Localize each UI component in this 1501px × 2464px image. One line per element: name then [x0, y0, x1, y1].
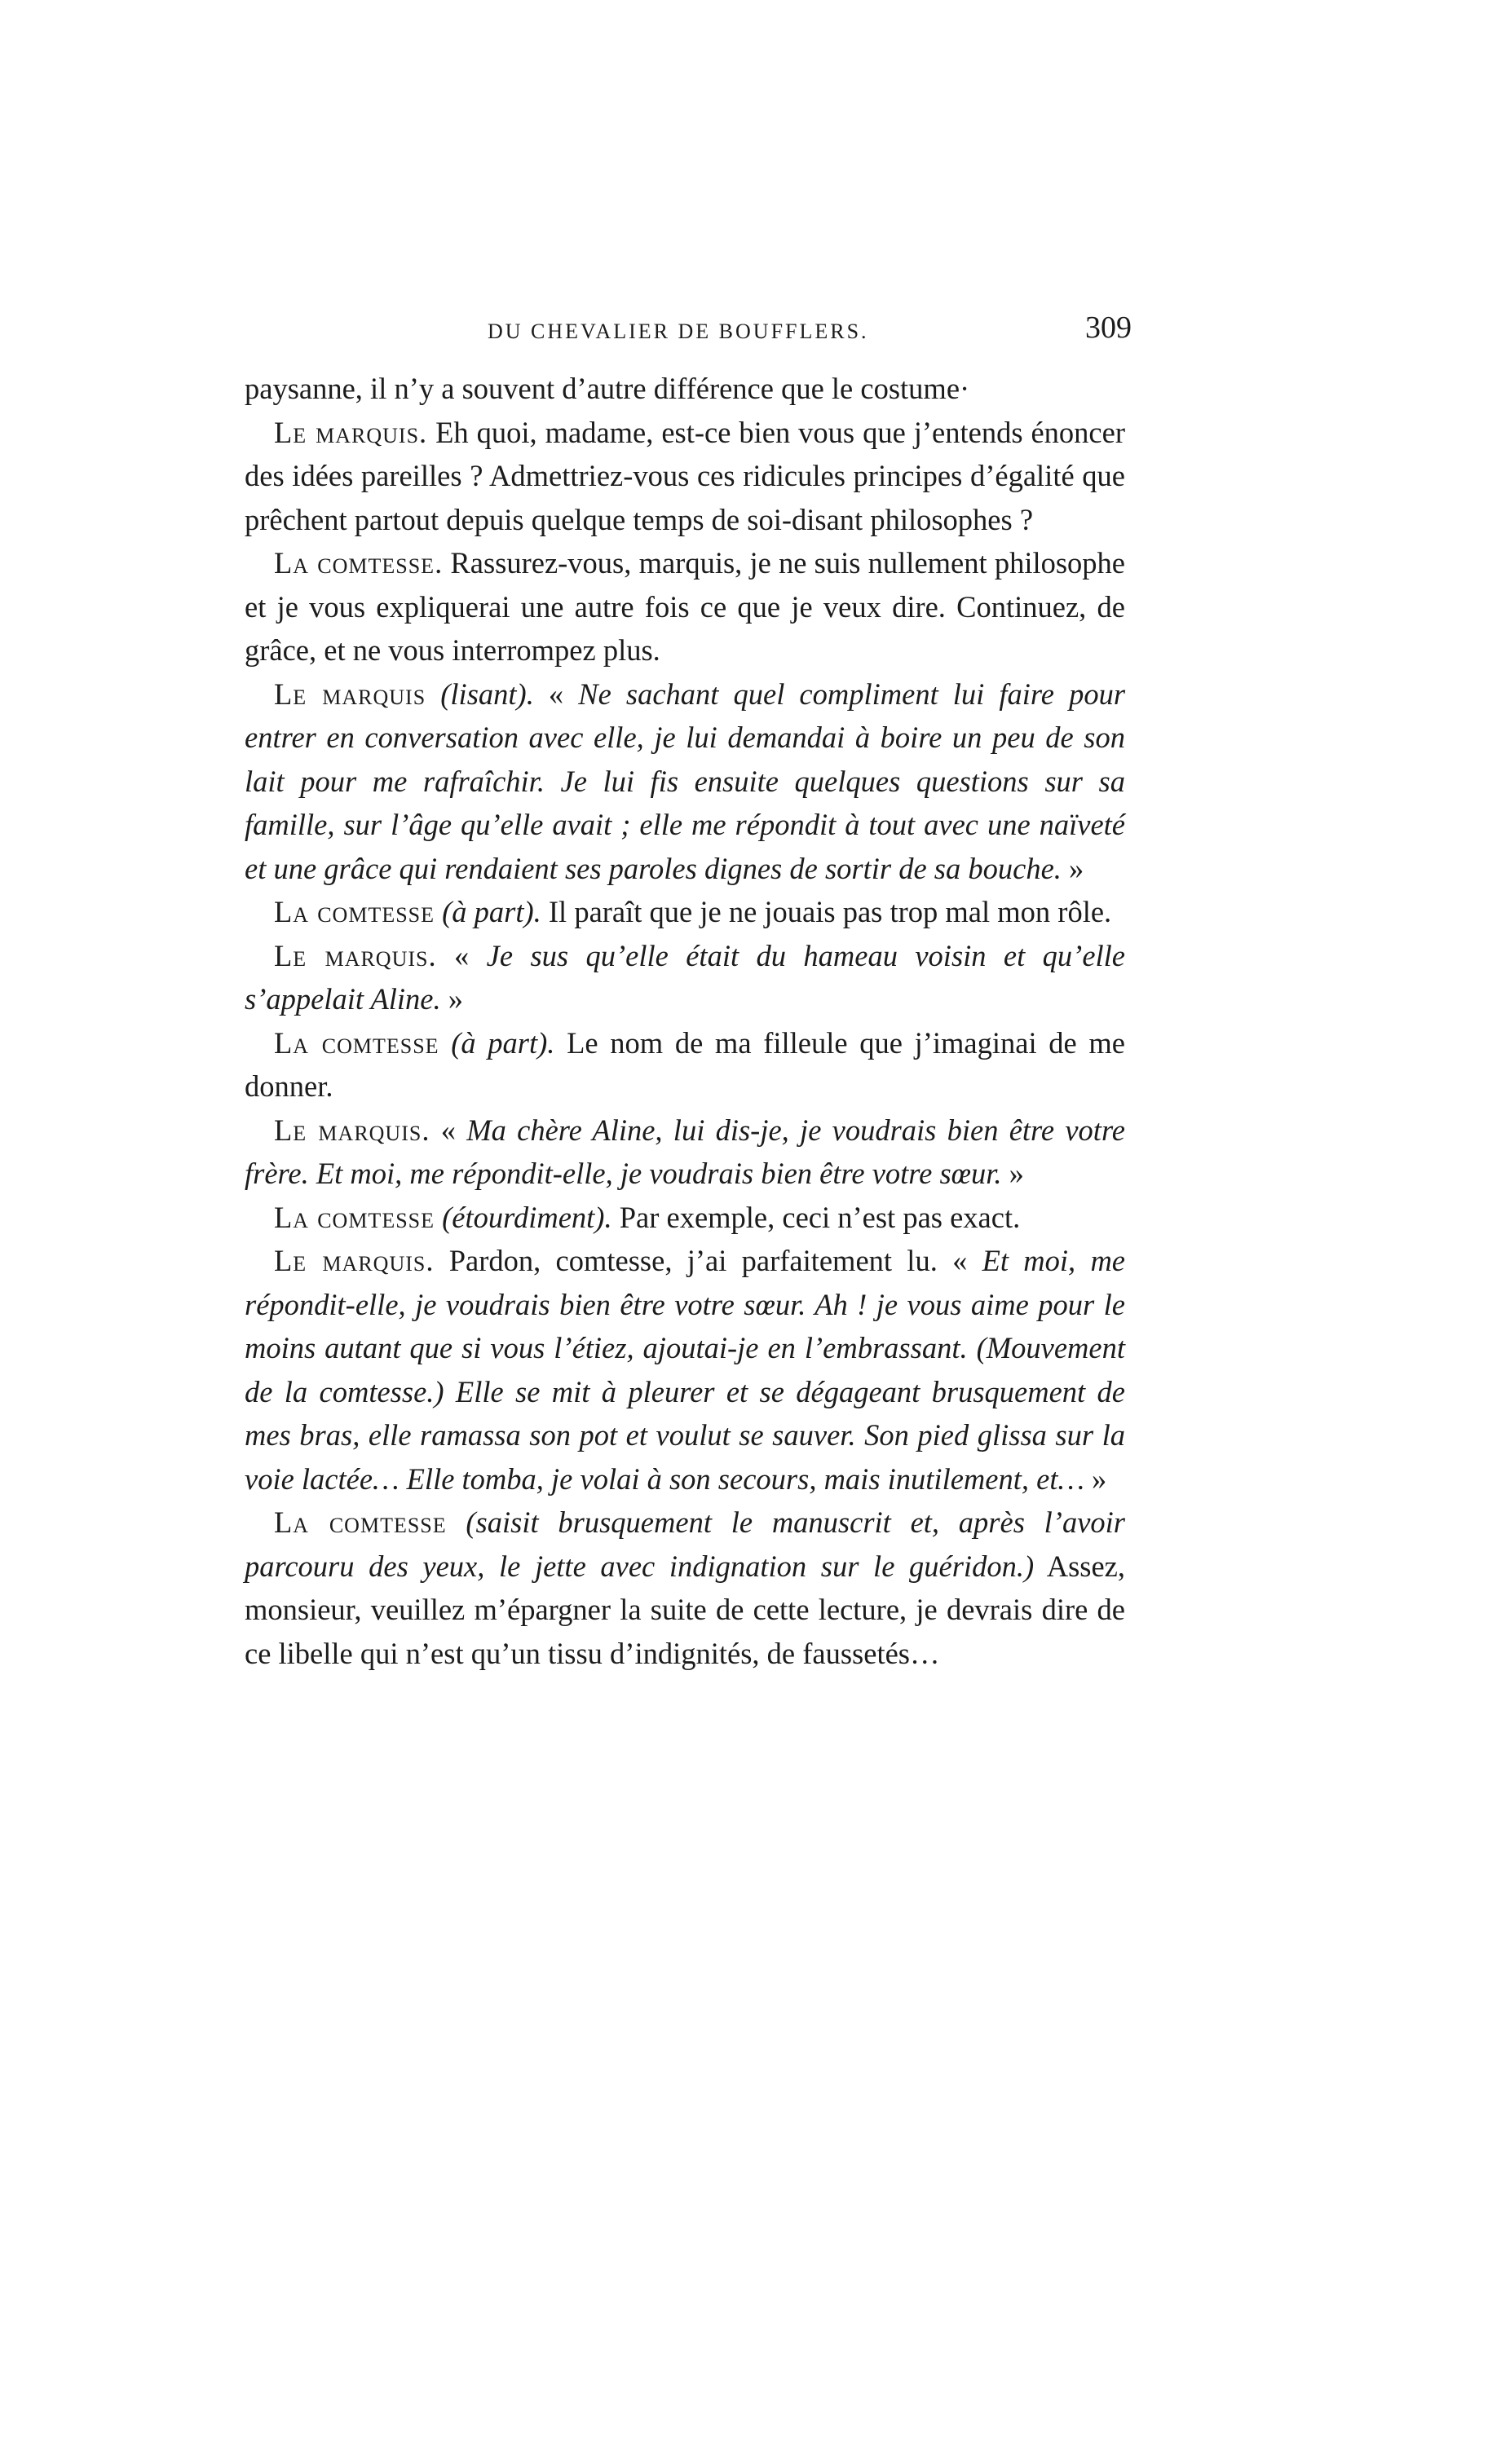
reading-direction: Mouvement de la comtesse. — [245, 1331, 1125, 1408]
paragraph-text: Eh quoi, madame, est-ce bien vous que j’entends énoncer des idées pareilles ? Admettriez-vous ces ridicules principes d’égalité que prêchent partout depuis quelque temps de soi-disant philosophes ? — [245, 415, 1125, 536]
paragraph-7 — [245, 1021, 1125, 1109]
reading-text: Ma chère Aline, lui dis-je, je voudrais bien être votre frère. Et moi, me répondit-elle, je voudrais bien être votre sœur. — [245, 1113, 1125, 1190]
paragraph-text: paysanne, il n’y a souvent d’autre différence que le costume· — [245, 372, 970, 405]
paragraph-1 — [245, 367, 1125, 411]
speaker-name: Le marquis. — [274, 938, 437, 972]
reading-text: Je sus qu’elle était du hameau voisin et qu’elle s’appelait Aline. — [245, 938, 1125, 1016]
quote-close: » — [1084, 1461, 1107, 1496]
stage-direction: (à part). — [442, 895, 541, 928]
stage-direction: (à part). — [451, 1025, 555, 1060]
reading-text: ) Elle se mit à pleurer et se dégageant brusquement de mes bras, elle ramassa son pot et voulut se sauver. Son pied glissa sur la voie lactée… Elle tomba, je volai à son secours, mais inutilement, et… — [245, 1374, 1125, 1496]
paragraph-text: Assez, monsieur, veuillez m’épargner la suite de cette lecture, je devrais dire de ce libelle qui n’est qu’un tissu d’indignités, de faussetés… — [245, 1549, 1126, 1670]
speaker-name: Le marquis. — [274, 1113, 430, 1147]
paragraph-11 — [245, 1501, 1125, 1675]
paragraph-text: Rassurez-vous, marquis, je ne suis nullement philosophe et je vous expliquerai une autre fois ce que je veux dire. Continuez, de grâce, et ne vous interrompez plus. — [245, 546, 1126, 667]
quote-open: « — [436, 938, 487, 972]
paragraph-text: Il paraît que je ne jouais pas trop mal mon rôle. — [541, 895, 1112, 928]
quote-open: « — [533, 677, 579, 711]
speaker-name: Le marquis. — [274, 1244, 435, 1277]
stage-direction: (lisant). — [440, 677, 534, 711]
paragraph-5 — [245, 890, 1125, 934]
paragraph-9 — [245, 1196, 1125, 1240]
quote-open: « — [430, 1113, 467, 1147]
speaker-name: La comtesse — [274, 1025, 439, 1060]
paragraph-text: Le nom de ma filleule que j’imaginai de me donner. — [245, 1025, 1125, 1103]
speaker-name: Le marquis — [274, 677, 426, 711]
running-head — [245, 310, 1132, 367]
speaker-name: La comtesse — [274, 1200, 435, 1234]
paragraph-8 — [245, 1109, 1125, 1196]
stage-direction: (étourdiment). — [442, 1200, 612, 1234]
paragraph-4 — [245, 672, 1125, 891]
speaker-name: Le marquis. — [274, 415, 428, 449]
stage-direction: (saisit brusquement le manuscrit et, après l’avoir parcouru des yeux, le jette avec indignation sur le guéridon.) — [245, 1505, 1126, 1583]
page-body — [245, 367, 1125, 1675]
quote-close: » — [1001, 1157, 1024, 1190]
running-title: DU CHEVALIER DE BOUFFLERS. — [488, 320, 869, 343]
book-page — [245, 310, 1132, 1675]
page-number: 309 — [1085, 311, 1132, 345]
reading-text: Et moi, me répondit-elle, je voudrais bien être votre sœur. Ah ! je vous aime pour le moins autant que si vous l’étiez, ajoutai-je en l’embrassant. ( — [245, 1244, 1126, 1364]
speaker-name: La comtesse — [274, 1505, 447, 1539]
paragraph-text: Pardon, comtesse, j’ai parfaitement lu. « — [434, 1244, 982, 1277]
quote-close: » — [1061, 851, 1084, 885]
quote-close: » — [440, 982, 463, 1016]
paragraph-text: Par exemple, ceci n’est pas exact. — [611, 1200, 1021, 1234]
paragraph-10 — [245, 1239, 1125, 1501]
speaker-name: La comtesse — [274, 895, 435, 928]
speaker-name: La comtesse. — [274, 546, 444, 580]
paragraph-6 — [245, 934, 1125, 1021]
reading-text: Ne sachant quel compliment lui faire pour entrer en conversation avec elle, je lui demandai à boire un peu de son lait pour me rafraîchir. Je lui fis ensuite quelques questions sur sa famille, sur l’âge qu’elle avait ; elle me répondit à tout avec une naïveté et une grâce qui rendaient ses paroles dignes de sortir de sa bouche. — [245, 677, 1126, 885]
paragraph-2 — [245, 411, 1125, 542]
paragraph-3 — [245, 541, 1125, 672]
